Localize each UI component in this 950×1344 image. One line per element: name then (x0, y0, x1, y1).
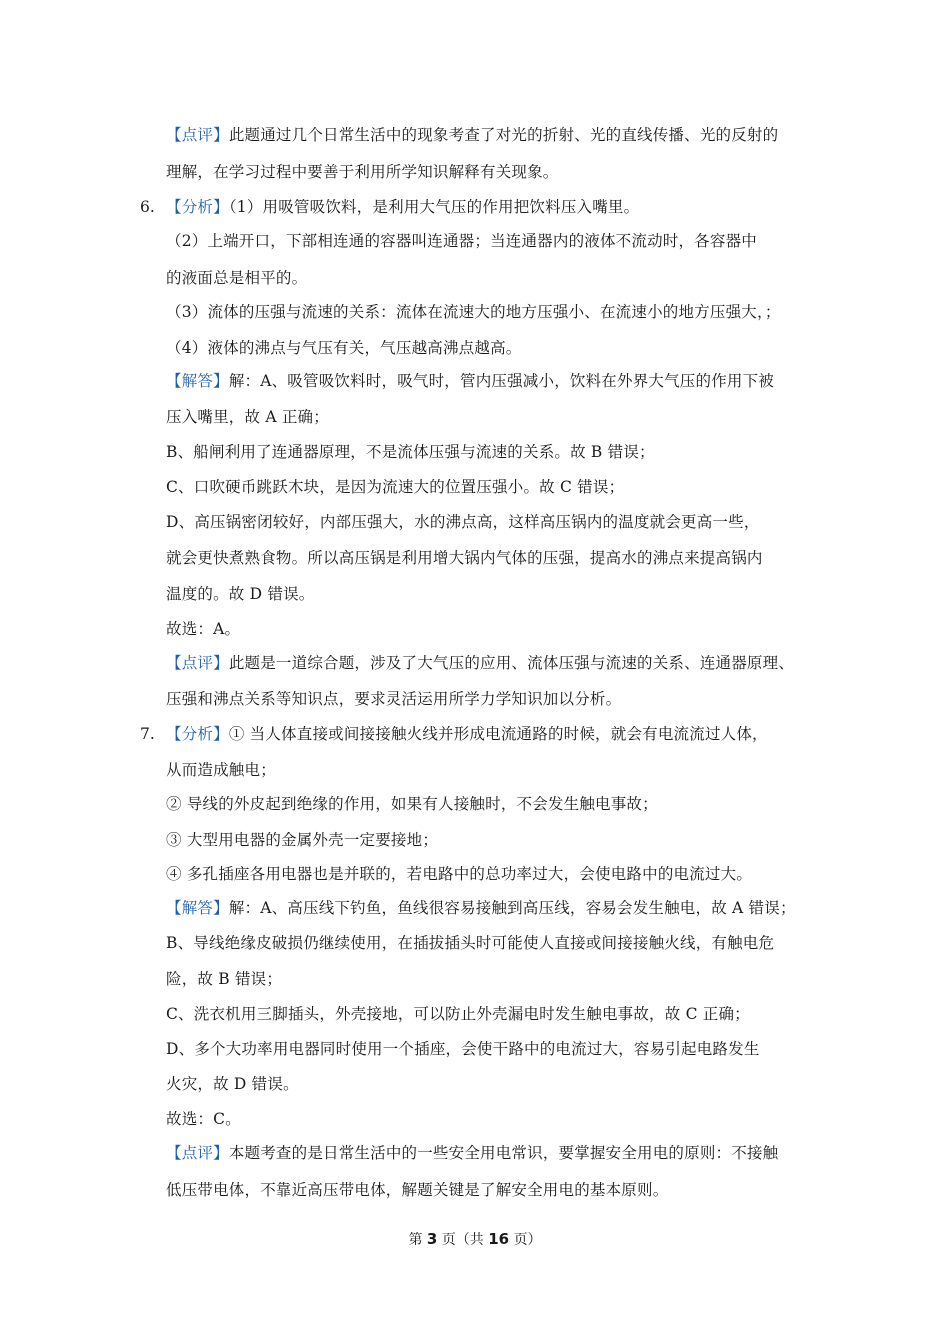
footer-prefix: 第 (408, 1232, 423, 1248)
text-line (166, 583, 830, 605)
line-text: B、导线绝缘皮破损仍继续使用，在插拔插头时可能使人直接或间接接触火线，有触电危 (166, 934, 775, 952)
text-line (166, 441, 830, 463)
footer-mid: 页（共 (441, 1232, 484, 1248)
text-line (166, 267, 830, 289)
text-line (166, 1108, 830, 1130)
text-line (166, 829, 830, 851)
page-footer (0, 1228, 950, 1251)
footer-page-number: 3 (426, 1230, 438, 1248)
text-line (166, 547, 830, 569)
section-tag: 【点评】 (166, 126, 229, 144)
footer-suffix: 页） (513, 1232, 542, 1248)
text-line (166, 124, 830, 146)
text-line (166, 406, 830, 428)
text-line (166, 337, 830, 359)
line-text: 压强和沸点关系等知识点，要求灵活运用所学力学知识加以分析。 (166, 690, 622, 708)
text-line (166, 161, 830, 183)
text-line (166, 863, 830, 885)
question-number: 6. (140, 198, 155, 216)
text-line (166, 1179, 830, 1201)
line-text: 温度的。故 D 错误。 (166, 585, 315, 603)
line-text: 此题通过几个日常生活中的现象考查了对光的折射、光的直线传播、光的反射的 (228, 126, 779, 144)
text-line (166, 618, 830, 640)
line-text: D、高压锅密闭较好，内部压强大，水的沸点高，这样高压锅内的温度就会更高一些， (166, 513, 760, 531)
line-text: ③ 大型用电器的金属外壳一定要接地； (166, 831, 439, 849)
text-line (166, 1073, 830, 1095)
section-tag: 【分析】 (166, 198, 229, 216)
line-text: （2）上端开口，下部相连通的容器叫连通器；当连通器内的液体不流动时，各容器中 (166, 232, 757, 250)
line-text: 故选：A。 (166, 620, 241, 638)
text-line (166, 370, 830, 392)
line-text: ② 导线的外皮起到绝缘的作用，如果有人接触时，不会发生触电事故； (166, 795, 658, 813)
text-line (166, 1003, 830, 1025)
line-text: 故选：C。 (166, 1110, 241, 1128)
text-line (166, 968, 830, 990)
section-tag: 【点评】 (166, 654, 229, 672)
line-text: C、洗衣机用三脚插头，外壳接地，可以防止外壳漏电时发生触电事故，故 C 正确； (166, 1005, 750, 1023)
text-line (166, 476, 830, 498)
text-line (166, 932, 830, 954)
line-text: D、多个大功率用电器同时使用一个插座，会使干路中的电流过大，容易引起电路发生 (166, 1040, 760, 1058)
line-text: 就会更快煮熟食物。所以高压锅是利用增大锅内气体的压强，提高水的沸点来提高锅内 (166, 549, 763, 567)
section-tag: 【分析】 (166, 725, 229, 743)
text-line (166, 301, 830, 323)
text-line (166, 1142, 830, 1164)
line-text: C、口吹硬币跳跃木块，是因为流速大的位置压强小。故 C 错误； (166, 478, 625, 496)
line-text: （3）流体的压强与流速的关系：流体在流速大的地方压强小、在流速小的地方压强大，； (166, 303, 781, 321)
line-text: 此题是一道综合题，涉及了大气压的应用、流体压强与流速的关系、连通器原理、 (228, 654, 795, 672)
section-tag: 【解答】 (166, 372, 229, 390)
line-text: （4）液体的沸点与气压有关，气压越高沸点越高。 (166, 339, 522, 357)
text-line (166, 230, 830, 252)
line-text: 险，故 B 错误； (166, 970, 283, 988)
line-text: （1）用吸管吸饮料，是利用大气压的作用把饮料压入嘴里。 (228, 198, 640, 216)
text-line (166, 196, 830, 218)
line-text: ④ 多孔插座各用电器也是并联的，若电路中的总功率过大，会使电路中的电流过大。 (166, 865, 753, 883)
text-line (166, 1038, 830, 1060)
line-text: 解：A、吸管吸饮料时，吸气时，管内压强减小，饮料在外界大气压的作用下被 (228, 372, 775, 390)
text-line (166, 897, 830, 919)
section-tag: 【点评】 (166, 1144, 229, 1162)
text-line (166, 511, 830, 533)
line-text: 压入嘴里，故 A 正确； (166, 408, 329, 426)
text-line (166, 652, 830, 674)
text-line (166, 759, 830, 781)
line-text: 从而造成触电； (166, 761, 276, 779)
line-text: 的液面总是相平的。 (166, 269, 308, 287)
line-text: 火灾，故 D 错误。 (166, 1075, 299, 1093)
line-text: 解：A、高压线下钓鱼，鱼线很容易接触到高压线，容易会发生触电，故 A 错误； (228, 899, 796, 917)
question-number: 7. (140, 725, 155, 743)
text-line (166, 688, 830, 710)
section-tag: 【解答】 (166, 899, 229, 917)
line-text: B、船闸利用了连通器原理，不是流体压强与流速的关系。故 B 错误； (166, 443, 655, 461)
line-text: 理解，在学习过程中要善于利用所学知识解释有关现象。 (166, 163, 559, 181)
text-line (166, 723, 830, 745)
line-text: ① 当人体直接或间接接触火线并形成电流通路的时候，就会有电流流过人体， (228, 725, 768, 743)
line-text: 本题考查的是日常生活中的一些安全用电常识，要掌握安全用电的原则：不接触 (228, 1144, 779, 1162)
text-line (166, 793, 830, 815)
line-text: 低压带电体，不靠近高压带电体，解题关键是了解安全用电的基本原则。 (166, 1181, 669, 1199)
footer-total-pages: 16 (488, 1230, 510, 1248)
